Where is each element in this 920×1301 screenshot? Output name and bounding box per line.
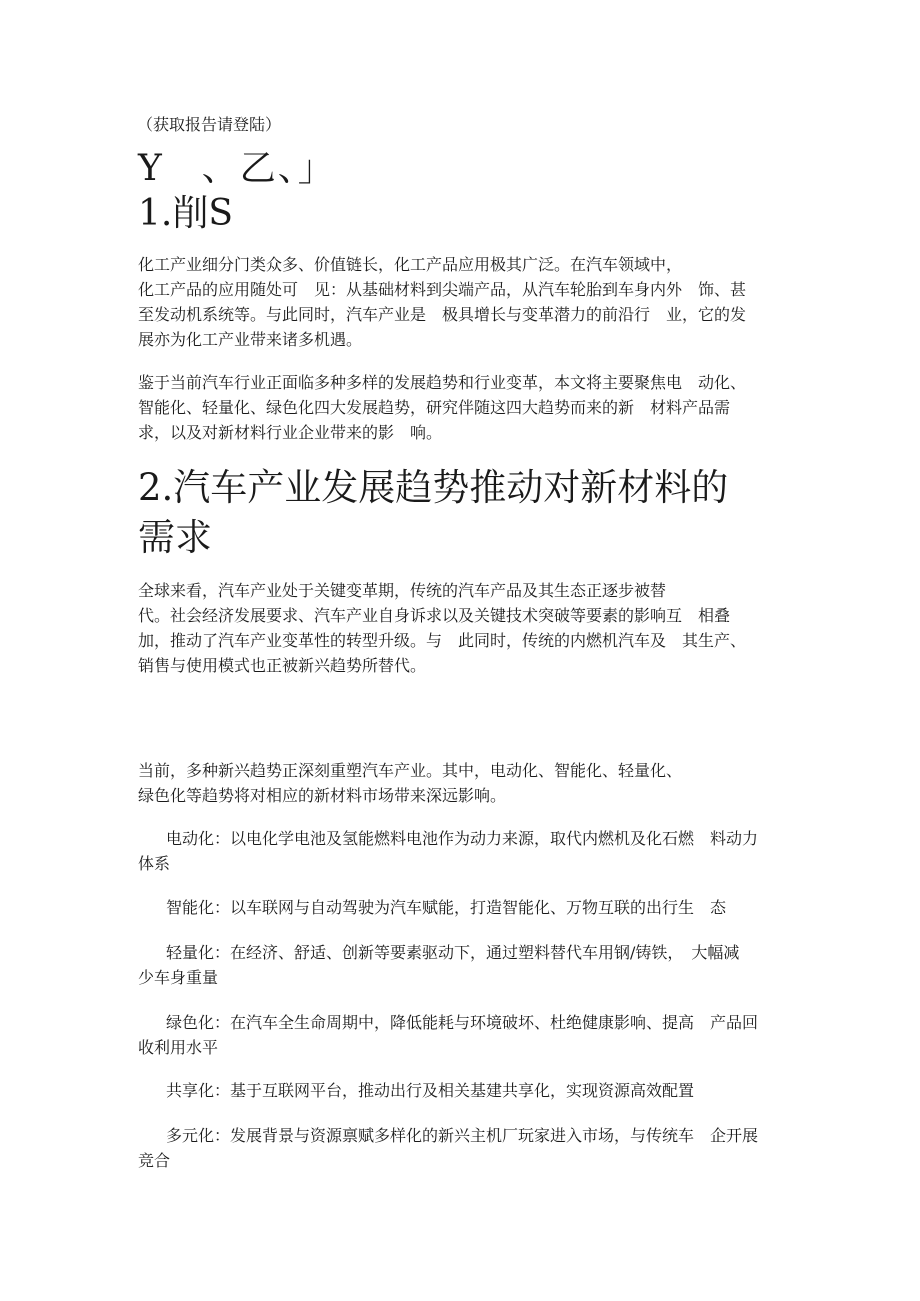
text-line: 化工产品的应用随处可 见：从基础材料到尖端产品，从汽车轮胎到车身内外 饰、甚: [138, 280, 747, 299]
trend-item-lightweight: [138, 940, 783, 990]
text-line: 求，以及对新材料行业企业带来的影 响。: [138, 423, 443, 442]
text-line: 化工产业细分门类众多、价值链长，化工产品应用极其广泛。在汽车领域中，: [138, 255, 683, 274]
section-2-heading: [138, 463, 778, 563]
section-2-heading-line-1: 2.汽车产业发展趋势推动对新材料的: [138, 466, 729, 509]
section-1-heading: 1.削S: [138, 193, 234, 234]
text-line: 全球来看，汽车产业处于关键变革期，传统的汽车产品及其生态正逐步被替: [138, 581, 667, 600]
text-line: 绿色化等趋势将对相应的新材料市场带来深远影响。: [138, 786, 507, 805]
text-line: 电动化：以电化学电池及氢能燃料电池作为动力来源，取代内燃机及化石燃 料动力: [166, 829, 759, 848]
text-line: 轻量化：在经济、舒适、创新等要素驱动下，通过塑料替代车用钢/铸铁， 大幅减: [166, 943, 740, 962]
text-line: 共享化：基于互联网平台，推动出行及相关基建共享化，实现资源高效配置: [166, 1081, 695, 1100]
text-line: 智能化：以车联网与自动驾驶为汽车赋能，打造智能化、万物互联的出行生 态: [166, 898, 727, 917]
text-line: 代。社会经济发展要求、汽车产业自身诉求以及关键技术突破等要素的影响互 相叠: [138, 606, 731, 625]
garbled-line: Y 、乙、」: [138, 148, 336, 189]
section-2-paragraph-2: [138, 758, 783, 808]
text-line: 多元化：发展背景与资源禀赋多样化的新兴主机厂玩家进入市场，与传统车 企开展: [166, 1126, 759, 1145]
trend-item-sharing: [138, 1078, 783, 1103]
text-line: 鉴于当前汽车行业正面临多种多样的发展趋势和行业变革，本文将主要聚焦电 动化、: [138, 373, 747, 392]
text-line: 加，推动了汽车产业变革性的转型升级。与 此同时，传统的内燃机汽车及 其生产、: [138, 631, 747, 650]
section-1-paragraph-1: [138, 252, 783, 352]
text-line: 展亦为化工产业带来诸多机遇。: [138, 330, 363, 349]
text-line: 至发动机系统等。与此同时，汽车产业是 极具增长与变革潜力的前沿行 业，它的发: [138, 305, 747, 324]
trend-item-diversification: [138, 1123, 783, 1173]
text-line: 少车身重量: [138, 968, 219, 987]
text-line: 收利用水平: [138, 1038, 219, 1057]
section-1-paragraph-2: [138, 370, 783, 445]
text-line: 销售与使用模式也正被新兴趋势所替代。: [138, 656, 427, 675]
trend-item-green: [138, 1010, 783, 1060]
trend-item-intelligence: [138, 895, 783, 920]
text-line: 当前，多种新兴趋势正深刻重塑汽车产业。其中，电动化、智能化、轻量化、: [138, 761, 683, 780]
trend-item-electrification: [138, 826, 783, 876]
section-2-heading-line-2: 需求: [138, 516, 212, 559]
login-note: （获取报告请登陆）: [137, 115, 282, 134]
text-line: 绿色化：在汽车全生命周期中，降低能耗与环境破坏、杜绝健康影响、提高 产品回: [166, 1013, 759, 1032]
section-2-paragraph-1: [138, 578, 783, 678]
text-line: 体系: [138, 854, 171, 873]
text-line: 竞合: [138, 1151, 171, 1170]
text-line: 智能化、轻量化、绿色化四大发展趋势，研究伴随这四大趋势而来的新 材料产品需: [138, 398, 731, 417]
